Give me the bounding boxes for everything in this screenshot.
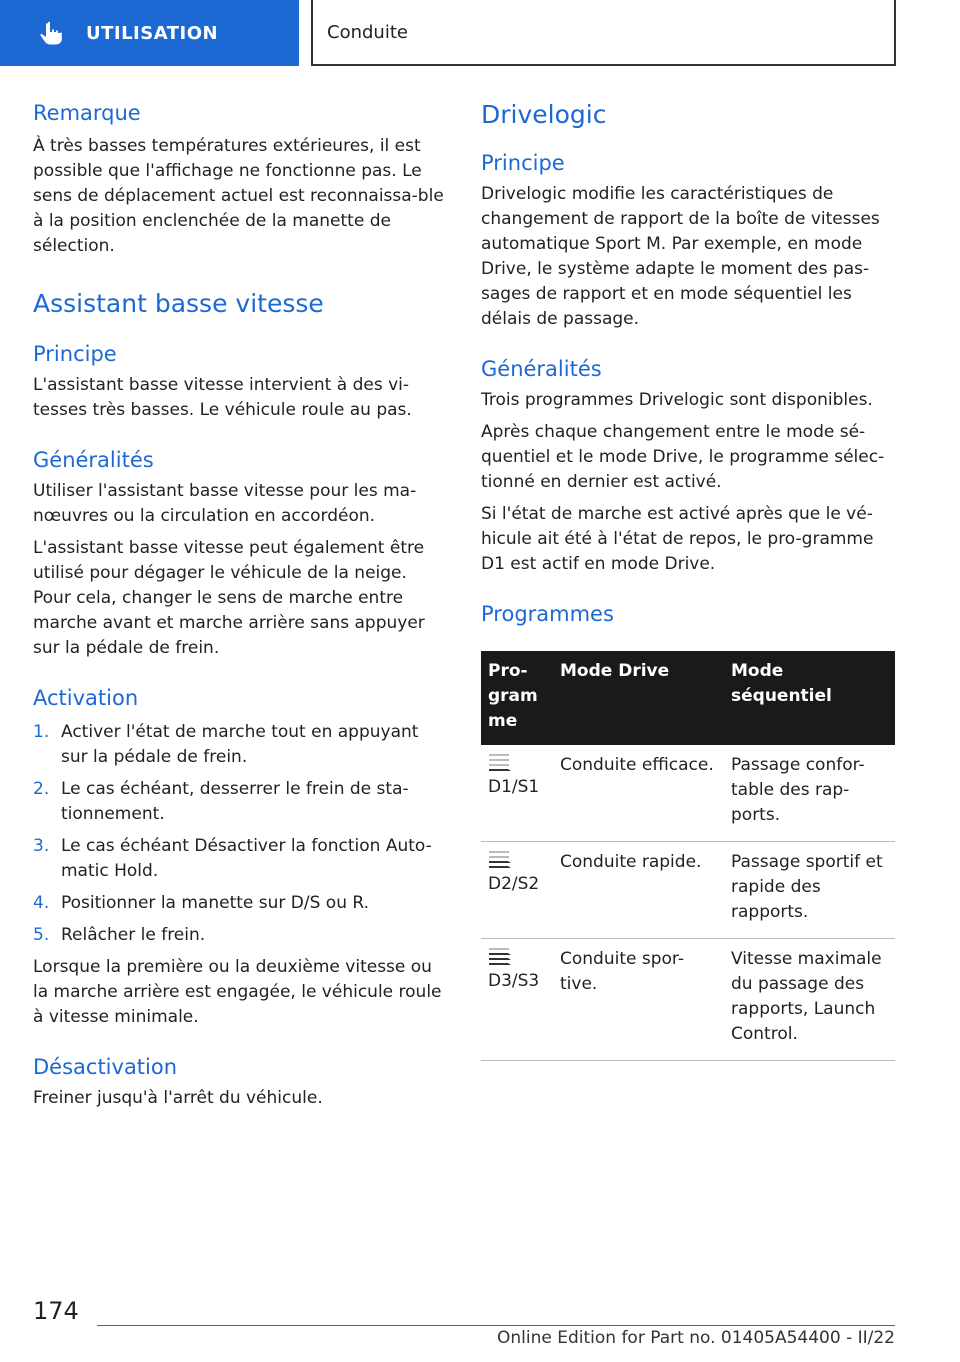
chapter-label: Conduite (327, 21, 408, 43)
remarque-heading: Remarque (33, 101, 141, 125)
program-label: D3/S3 (488, 971, 540, 991)
mode-sequentiel-cell: Passage sportif et rapide des rapports. (724, 842, 895, 939)
step-number: 2. (33, 779, 50, 799)
table-header-row (481, 651, 895, 745)
drivelogic-principe-text: Drivelogic modifie les caractéristiques de changement de rapport de la boîte de vitesses automatique Sport M. Par exemple, en mode Drive, le système adapte le moment des pas-sages de rapport et en mode séquentiel les délais de passage. (481, 184, 880, 329)
step-text: Le cas échéant Désactiver la fonction Auto-matic Hold. (61, 836, 432, 881)
list-item (33, 834, 445, 884)
table-row (481, 939, 895, 1061)
drivelogic-title: Drivelogic (481, 100, 607, 129)
drivelogic-generalites-heading: Généralités (481, 357, 602, 381)
step-text: Positionner la manette sur D/S ou R. (61, 893, 369, 913)
chapter-header (311, 0, 896, 66)
assistant-principe-text: L'assistant basse vitesse intervient à des vi-tesses très basses. Le véhicule roule au pas. (33, 375, 412, 420)
drivelogic-level-1-icon (488, 753, 512, 772)
drivelogic-generalites-p1: Trois programmes Drivelogic sont disponibles. (481, 390, 873, 410)
left-column (33, 98, 445, 1111)
section-tab (0, 0, 299, 66)
list-item (33, 891, 445, 916)
column-header-mode-sequentiel: Mode séquentiel (724, 651, 895, 745)
drivelogic-generalites-p2: Après chaque changement entre le mode sé-quentiel et le mode Drive, le programme sélec-tionné en dernier est activé. (481, 422, 885, 492)
step-text: Relâcher le frein. (61, 925, 206, 945)
activation-steps (33, 720, 445, 948)
desactivation-heading: Désactivation (33, 1055, 178, 1079)
activation-after-text: Lorsque la première ou la deuxième vitesse ou la marche arrière est engagée, le véhicule roule à vitesse minimale. (33, 957, 442, 1027)
mode-drive-cell: Conduite efficace. (553, 745, 724, 842)
assistant-generalites-heading: Généralités (33, 448, 154, 472)
page-number: 174 (33, 1297, 79, 1325)
step-number: 4. (33, 893, 50, 913)
remarque-text: À très basses températures extérieures, il est possible que l'affichage ne fonctionne pas. Le sens de déplacement actuel est reconnaissa-ble à la position enclenchée de la manette de sélection. (33, 136, 444, 256)
program-label: D1/S1 (488, 777, 540, 797)
step-text: Activer l'état de marche tout en appuyant sur la pédale de frein. (61, 722, 419, 767)
programmes-table (481, 651, 895, 1061)
mode-sequentiel-cell: Vitesse maximale du passage des rapports, Launch Control. (724, 939, 895, 1061)
assistant-generalites-p2: L'assistant basse vitesse peut également être utilisé pour dégager le véhicule de la neige. Pour cela, changer le sens de marche entre marche avant et marche arrière sans appuyer sur la pédale de frein. (33, 538, 425, 658)
edition-text: Online Edition for Part no. 01405A54400 - II/22 (496, 1328, 895, 1348)
step-text: Le cas échéant, desserrer le frein de sta-tionnement. (61, 779, 409, 824)
programmes-heading: Programmes (481, 602, 614, 626)
list-item (33, 777, 445, 827)
section-label: UTILISATION (86, 22, 219, 44)
step-number: 3. (33, 836, 50, 856)
activation-heading: Activation (33, 686, 139, 710)
program-cell (481, 745, 553, 842)
mode-drive-cell: Conduite spor-tive. (553, 939, 724, 1061)
column-header-programme: Pro-gram me (481, 651, 553, 745)
column-header-mode-drive: Mode Drive (553, 651, 724, 745)
list-item (33, 720, 445, 770)
step-number: 1. (33, 722, 50, 742)
step-number: 5. (33, 925, 50, 945)
program-label: D2/S2 (488, 874, 540, 894)
drivelogic-level-2-icon (488, 850, 512, 869)
table-row (481, 745, 895, 842)
drivelogic-level-3-icon (488, 947, 512, 966)
mode-sequentiel-cell: Passage confor-table des rap-ports. (724, 745, 895, 842)
program-cell (481, 939, 553, 1061)
table-row (481, 842, 895, 939)
drivelogic-principe-heading: Principe (481, 151, 565, 175)
assistant-generalites-p1: Utiliser l'assistant basse vitesse pour les ma-nœuvres ou la circulation en accordéon. (33, 481, 417, 526)
hand-pointer-icon (40, 21, 62, 45)
assistant-title: Assistant basse vitesse (33, 289, 324, 318)
right-column (481, 98, 895, 1061)
mode-drive-cell: Conduite rapide. (553, 842, 724, 939)
drivelogic-generalites-p3: Si l'état de marche est activé après que le vé-hicule ait été à l'état de repos, le pro-gramme D1 est actif en mode Drive. (481, 504, 874, 574)
list-item (33, 923, 445, 948)
program-cell (481, 842, 553, 939)
desactivation-text: Freiner jusqu'à l'arrêt du véhicule. (33, 1088, 323, 1108)
assistant-principe-heading: Principe (33, 342, 117, 366)
